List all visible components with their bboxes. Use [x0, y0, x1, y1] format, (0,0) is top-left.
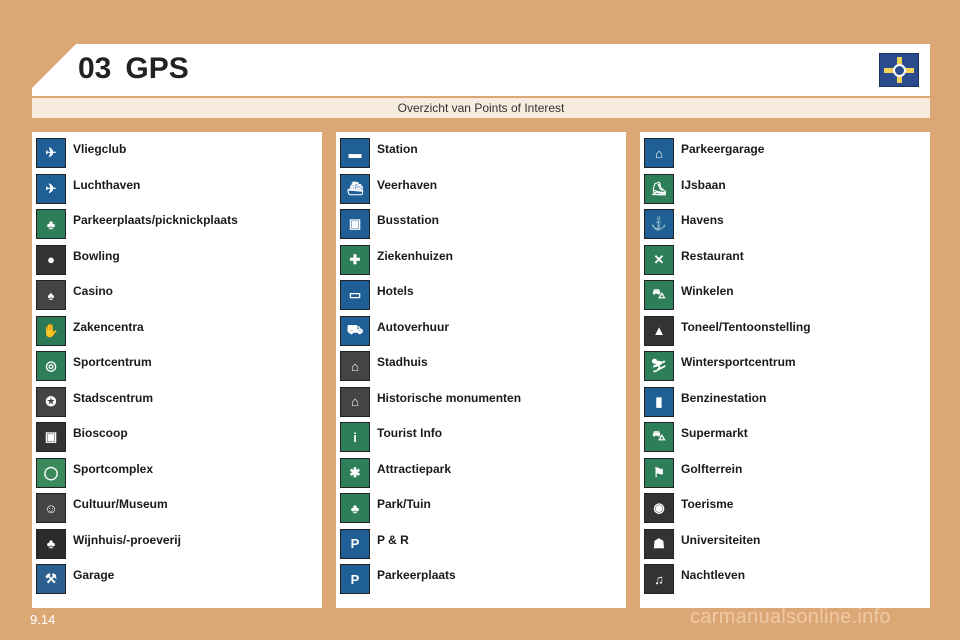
poi-list-item: [340, 209, 622, 241]
town-hall-icon: ⌂: [340, 351, 370, 381]
poi-label: Garage: [73, 568, 115, 582]
car-rental-icon: ⛟: [340, 316, 370, 346]
poi-label: Benzinestation: [681, 390, 767, 405]
golf-flag-icon: ⚑: [644, 458, 674, 488]
poi-label: Toerisme: [681, 497, 734, 511]
poi-list-item: [340, 493, 622, 525]
poi-list-item: [644, 458, 926, 490]
airplane-icon: ✈: [36, 174, 66, 204]
anchor-icon: ⚓: [644, 209, 674, 239]
poi-list-item: [644, 316, 926, 348]
poi-list-item: [36, 316, 318, 348]
poi-label: Park/Tuin: [377, 497, 431, 511]
train-icon: ▬: [340, 138, 370, 168]
park-and-ride-icon: P: [340, 529, 370, 559]
tennis-icon: ◎: [36, 351, 66, 381]
poi-label: Bowling: [73, 248, 120, 263]
amusement-park-icon: ✱: [340, 458, 370, 488]
poi-label: Stadhuis: [377, 355, 428, 369]
poi-column-3: [640, 132, 930, 608]
poi-label: Veerhaven: [377, 177, 438, 192]
poi-list-item: [36, 422, 318, 454]
poi-list-item: [36, 174, 318, 206]
city-center-icon: ✪: [36, 387, 66, 417]
poi-list-item: [644, 351, 926, 383]
poi-list-item: [340, 387, 622, 419]
poi-list-item: [340, 280, 622, 312]
poi-list-item: [340, 138, 622, 170]
poi-list-item: [644, 138, 926, 170]
poi-label: Tourist Info: [377, 426, 443, 440]
poi-list-item: [644, 245, 926, 277]
garage-icon: ⚒: [36, 564, 66, 594]
poi-label: Vliegclub: [73, 142, 127, 156]
fuel-pump-icon: ▮: [644, 387, 674, 417]
poi-label: Winkelen: [681, 284, 734, 298]
wine-icon: ♣: [36, 529, 66, 559]
bowling-icon: ●: [36, 245, 66, 275]
poi-label: Ziekenhuizen: [377, 248, 454, 263]
poi-label: Historische monumenten: [377, 390, 522, 405]
poi-label: Cultuur/Museum: [73, 497, 168, 511]
poi-label: Wintersportcentrum: [681, 355, 796, 369]
poi-list-item: [644, 422, 926, 454]
poi-label: IJsbaan: [681, 177, 726, 192]
poi-label: P & R: [377, 532, 409, 547]
ferry-icon: ⛴: [340, 174, 370, 204]
poi-label: Luchthaven: [73, 177, 141, 192]
monument-icon: ⌂: [340, 387, 370, 417]
poi-label: Autoverhuur: [377, 319, 449, 334]
poi-list-item: [340, 564, 622, 596]
camera-icon: ◉: [644, 493, 674, 523]
poi-list-item: [644, 387, 926, 419]
poi-list-item: [644, 564, 926, 596]
chapter-title: GPS: [125, 52, 189, 85]
poi-column-2: [336, 132, 626, 608]
poi-label: Casino: [73, 284, 114, 298]
poi-list-item: [340, 174, 622, 206]
poi-list-item: [36, 529, 318, 561]
poi-list-item: [36, 245, 318, 277]
park-icon: ♣: [340, 493, 370, 523]
poi-list-item: [36, 351, 318, 383]
chapter-number: 03: [78, 52, 112, 85]
poi-label: Havens: [681, 213, 724, 227]
poi-list-item: [644, 174, 926, 206]
poi-list-item: [340, 351, 622, 383]
poi-list-item: [644, 280, 926, 312]
graduation-icon: ☗: [644, 529, 674, 559]
poi-list-item: [644, 209, 926, 241]
cutlery-icon: ✕: [644, 245, 674, 275]
poi-label: Zakencentra: [73, 319, 144, 334]
poi-list-item: [36, 209, 318, 241]
poi-label: Parkeergarage: [681, 142, 765, 156]
poi-label: Sportcomplex: [73, 461, 154, 476]
poi-label: Restaurant: [681, 248, 744, 263]
watermark: carmanualsonline.info: [690, 606, 891, 628]
olympic-rings-icon: ◯: [36, 458, 66, 488]
film-icon: ▣: [36, 422, 66, 452]
section-subtitle: Overzicht van Points of Interest: [32, 98, 930, 118]
poi-label: Sportcentrum: [73, 355, 152, 369]
chapter-heading: [78, 52, 189, 86]
ice-skating-icon: ⛸: [644, 174, 674, 204]
info-icon: i: [340, 422, 370, 452]
poi-list-item: [36, 138, 318, 170]
poi-label: Bioscoop: [73, 426, 128, 440]
picnic-icon: ♣: [36, 209, 66, 239]
poi-label: Nachtleven: [681, 568, 746, 582]
hospital-icon: ✚: [340, 245, 370, 275]
parking-icon: P: [340, 564, 370, 594]
poi-list-item: [36, 564, 318, 596]
poi-label: Busstation: [377, 213, 440, 227]
poi-column-1: [32, 132, 322, 608]
crossroads-icon: [879, 53, 919, 87]
theater-icon: ▲: [644, 316, 674, 346]
poi-list-item: [36, 280, 318, 312]
supermarket-cart-icon: ⛍: [644, 422, 674, 452]
shopping-cart-icon: ⛍: [644, 280, 674, 310]
poi-list-item: [340, 422, 622, 454]
poi-list-item: [644, 529, 926, 561]
poi-label: Parkeerplaats: [377, 568, 456, 582]
poi-label: Parkeerplaats/picknickplaats: [73, 213, 238, 227]
poi-list-item: [340, 529, 622, 561]
poi-label: Station: [377, 142, 418, 156]
page-number: 9.14: [30, 612, 56, 627]
poi-label: Wijnhuis/-proeverij: [73, 532, 181, 547]
poi-label: Golfterrein: [681, 461, 743, 476]
poi-list-item: [340, 245, 622, 277]
glider-icon: ✈: [36, 138, 66, 168]
poi-list-item: [340, 458, 622, 490]
poi-list-item: [36, 458, 318, 490]
parking-garage-icon: ⌂: [644, 138, 674, 168]
poi-label: Hotels: [377, 284, 414, 298]
poi-label: Universiteiten: [681, 532, 761, 547]
poi-label: Stadscentrum: [73, 390, 154, 405]
poi-list-item: [340, 316, 622, 348]
poi-list-item: [36, 387, 318, 419]
poi-list-item: [644, 493, 926, 525]
nightlife-icon: ♫: [644, 564, 674, 594]
cards-icon: ♠: [36, 280, 66, 310]
handshake-icon: ✋: [36, 316, 66, 346]
mona-lisa-icon: ☺: [36, 493, 66, 523]
bed-icon: ▭: [340, 280, 370, 310]
poi-label: Toneel/Tentoonstelling: [681, 319, 811, 334]
poi-label: Supermarkt: [681, 426, 748, 440]
bus-icon: ▣: [340, 209, 370, 239]
skier-icon: ⛷: [644, 351, 674, 381]
poi-list-item: [36, 493, 318, 525]
poi-label: Attractiepark: [377, 461, 452, 476]
